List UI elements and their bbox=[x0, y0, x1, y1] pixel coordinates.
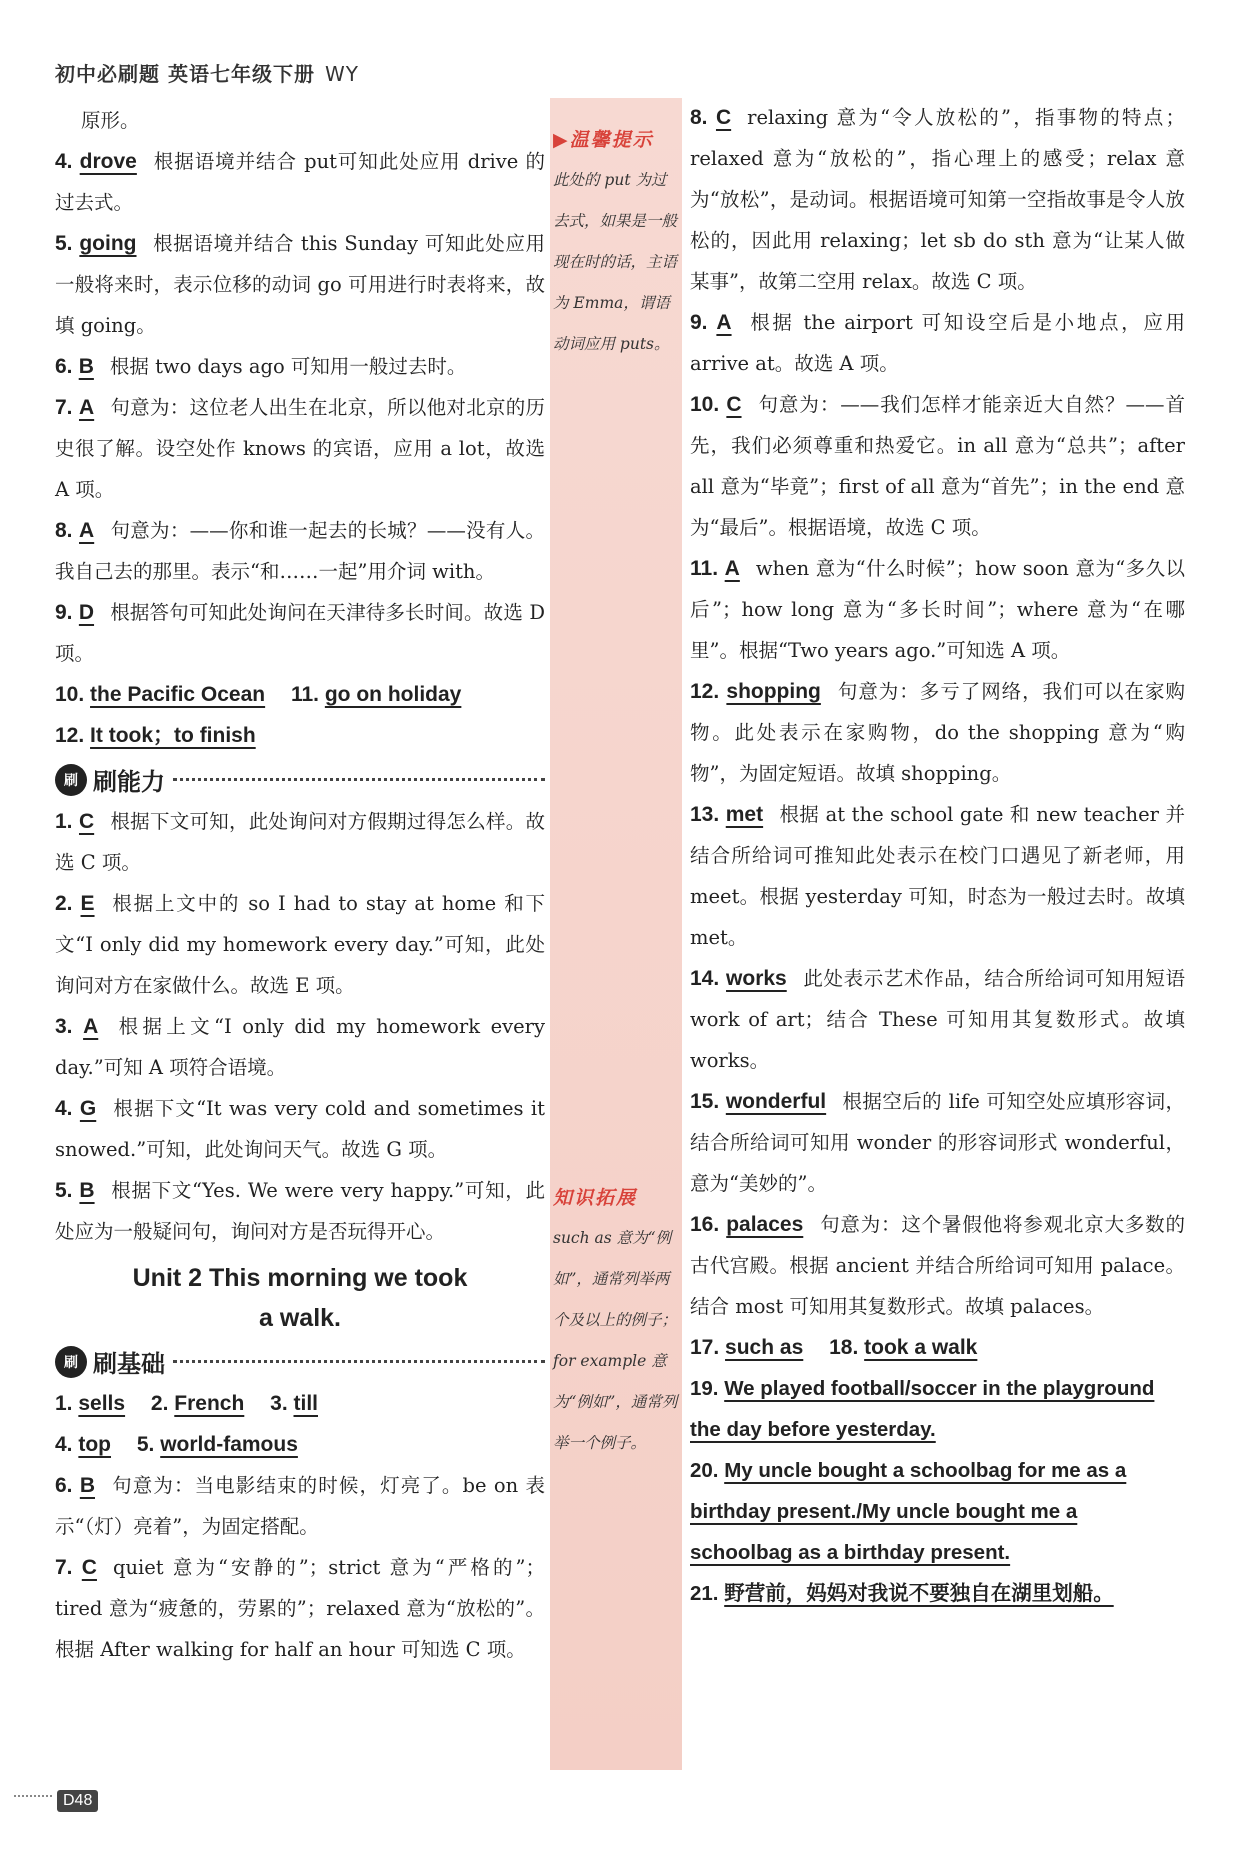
answer: We played football/soccer in the playground the day before yesterday. bbox=[690, 1377, 1155, 1441]
answer: met bbox=[725, 803, 764, 826]
answer: world-famous bbox=[160, 1433, 298, 1456]
dotted-rule bbox=[173, 778, 545, 781]
item-number: 6. bbox=[55, 355, 73, 378]
answer-line-12 bbox=[55, 715, 545, 756]
item-number: 6. bbox=[55, 1474, 73, 1497]
answer-item bbox=[55, 141, 545, 223]
answer: 野营前，妈妈对我说不要独自在湖里划船。 bbox=[724, 1582, 1114, 1605]
answer: C bbox=[78, 810, 95, 833]
explanation: 句意为：这位老人出生在北京，所以他对北京的历史很了解。设空处作 knows 的宾语，应用 a lot，故选 A 项。 bbox=[55, 396, 545, 501]
answer: D bbox=[78, 601, 95, 624]
answer: French bbox=[174, 1392, 245, 1415]
answer-item bbox=[690, 548, 1185, 671]
answer-line-4 bbox=[55, 1424, 545, 1465]
answer: E bbox=[80, 892, 95, 915]
left-column bbox=[55, 100, 545, 1670]
explanation: 根据语境并结合 this Sunday 可知此处应用一般将来时，表示位移的动词 go 可用进行时表将来，故填 going。 bbox=[55, 232, 545, 337]
section-heading-ability bbox=[55, 762, 545, 797]
answer: C bbox=[81, 1556, 97, 1579]
answer-item bbox=[55, 592, 545, 674]
explanation: 根据 the airport 可知设空后是小地点，应用 arrive at。故选 A 项。 bbox=[690, 311, 1185, 375]
answer-line-1 bbox=[55, 1383, 545, 1424]
answer: C bbox=[715, 106, 732, 129]
item-number: 3. bbox=[270, 1392, 288, 1415]
answer: till bbox=[293, 1392, 318, 1415]
answer: B bbox=[79, 1474, 95, 1497]
item-number: 21. bbox=[690, 1582, 719, 1605]
answer-item bbox=[55, 1547, 545, 1670]
answer: works bbox=[726, 967, 787, 990]
answer: such as bbox=[725, 1336, 804, 1359]
item-number: 7. bbox=[55, 1556, 73, 1579]
answer: palaces bbox=[726, 1213, 804, 1236]
explanation: relaxing 意为“令人放松的”，指事物的特点；relaxed 意为“放松的”，指心理上的感受；relax 意为“放松”，是动词。根据语境可知第一空指故事是令人放松的，因此用 relaxing；let sb do sth 意为“让某人做某事”，故第二空用 relax。故选 C 项。 bbox=[690, 106, 1185, 293]
answer-item bbox=[690, 794, 1185, 958]
answer: go on holiday bbox=[324, 683, 462, 706]
dotted-rule bbox=[173, 1360, 545, 1363]
answer-item bbox=[55, 1170, 545, 1252]
explanation: 根据 at the school gate 和 new teacher 并结合所给词可推知此处表示在校门口遇见了新老师，用 meet。根据 yesterday 可知，时态为一般过去时。故填 met。 bbox=[690, 803, 1185, 949]
answer-item bbox=[55, 387, 545, 510]
header-tag: WY bbox=[324, 62, 359, 86]
answer: sells bbox=[78, 1392, 126, 1415]
explanation: 根据上文中的 so I had to stay at home 和下文“I only did my homework every day.”可知，此处询问对方在家做什么。故选 E 项。 bbox=[55, 892, 546, 997]
section-title: 刷基础 bbox=[93, 1351, 165, 1378]
item-number: 9. bbox=[55, 601, 73, 624]
explanation: 句意为：这个暑假他将参观北京大多数的古代宫殿。根据 ancient 并结合所给词可知用 palace。结合 most 可知用其复数形式。故填 palaces。 bbox=[690, 1213, 1185, 1318]
answer: shopping bbox=[726, 680, 821, 703]
answer-item bbox=[55, 1006, 545, 1088]
item-number: 16. bbox=[690, 1213, 720, 1236]
answer: drove bbox=[79, 150, 137, 173]
explanation: 根据下文“It was very cold and sometimes it snowed.”可知，此处询问天气。故选 G 项。 bbox=[55, 1097, 545, 1161]
item-number: 10. bbox=[690, 393, 720, 416]
answer: C bbox=[726, 393, 742, 416]
answer-item bbox=[55, 801, 545, 883]
answer-item bbox=[690, 302, 1185, 384]
answer-item bbox=[690, 958, 1185, 1081]
item-number: 4. bbox=[55, 1433, 73, 1456]
item-number: 11. bbox=[290, 683, 320, 706]
translation-answer bbox=[690, 1573, 1185, 1614]
translation-answer bbox=[690, 1450, 1185, 1573]
item-number: 19. bbox=[690, 1377, 719, 1400]
right-column bbox=[690, 97, 1185, 1614]
answer: My uncle bought a schoolbag for me as a birthday present./My uncle bought me a schoolbag as a birthday present. bbox=[690, 1459, 1127, 1564]
answer-item bbox=[690, 97, 1185, 302]
answer: G bbox=[79, 1097, 97, 1120]
answer: took a walk bbox=[864, 1336, 978, 1359]
answer-item bbox=[690, 384, 1185, 548]
item-number: 2. bbox=[150, 1392, 169, 1415]
answer: A bbox=[83, 1015, 99, 1038]
item-number: 7. bbox=[55, 396, 73, 419]
unit-title bbox=[55, 1258, 545, 1338]
item-number: 9. bbox=[690, 311, 708, 334]
item-number: 17. bbox=[690, 1336, 720, 1359]
explanation: 根据 two days ago 可知用一般过去时。 bbox=[109, 355, 467, 378]
item-number: 5. bbox=[55, 232, 73, 255]
explanation: 根据上文“I only did my homework every day.”可知 A 项符合语境。 bbox=[55, 1015, 546, 1079]
item-number: 4. bbox=[55, 150, 73, 173]
item-number: 5. bbox=[55, 1179, 73, 1202]
answer-item bbox=[690, 1204, 1185, 1327]
section-badge-icon: 刷 bbox=[55, 764, 87, 796]
answer-item bbox=[55, 1088, 545, 1170]
tip-text: 此处的 put 为过去式，如果是一般现在时的话，主语为 Emma，谓语动词应用 puts。 bbox=[553, 171, 678, 353]
continued-line: 原形。 bbox=[81, 109, 140, 132]
explanation: quiet 意为“安静的”；strict 意为“严格的”；tired 意为“疲惫的，劳累的”；relaxed 意为“放松的”。根据 After walking for half an hour 可知选 C 项。 bbox=[55, 1556, 546, 1661]
extension-title: 知识拓展 bbox=[553, 1187, 638, 1209]
item-number: 8. bbox=[55, 519, 73, 542]
answer: the Pacific Ocean bbox=[90, 683, 266, 706]
section-title: 刷能力 bbox=[93, 769, 165, 796]
answer: A bbox=[78, 396, 95, 419]
answer: wonderful bbox=[725, 1090, 827, 1113]
explanation: 句意为：多亏了网络，我们可以在家购物。此处表示在家购物，do the shopping 意为“购物”，为固定短语。故填 shopping。 bbox=[690, 680, 1185, 785]
explanation: 根据下文“Yes. We were very happy.”可知，此处应为一般疑问句，询问对方是否玩得开心。 bbox=[55, 1179, 545, 1243]
answer-item bbox=[55, 346, 545, 387]
translation-answer bbox=[690, 1368, 1185, 1450]
page-header bbox=[55, 58, 359, 87]
item-number: 3. bbox=[55, 1015, 73, 1038]
answer-line-10 bbox=[55, 674, 545, 715]
answer-item bbox=[55, 883, 545, 1006]
explanation: 根据答句可知此处询问在天津待多长时间。故选 D 项。 bbox=[55, 601, 545, 665]
item-number: 4. bbox=[55, 1097, 73, 1120]
answer: A bbox=[79, 519, 95, 542]
tip-title: ▶温馨提示 bbox=[553, 129, 654, 151]
header-title: 初中必刷题 英语七年级下册 bbox=[55, 62, 315, 86]
explanation: 此处表示艺术作品，结合所给词可知用短语 work of art；结合 These 可知用其复数形式。故填 works。 bbox=[690, 967, 1185, 1072]
item-number: 15. bbox=[690, 1090, 720, 1113]
item-number: 13. bbox=[690, 803, 720, 826]
footer-dots bbox=[14, 1795, 52, 1797]
item-number: 1. bbox=[55, 810, 73, 833]
answer: top bbox=[78, 1433, 112, 1456]
unit-title-line-2: a walk. bbox=[259, 1304, 341, 1332]
explanation: 句意为：——你和谁一起去的长城？——没有人。我自己去的那里。表示“和……一起”用介词 with。 bbox=[55, 519, 545, 583]
item-number: 10. bbox=[55, 683, 85, 706]
explanation: when 意为“什么时候”；how soon 意为“多久以后”；how long 意为“多长时间”；where 意为“在哪里”。根据“Two years ago.”可知选 A 项。 bbox=[690, 557, 1186, 662]
answer-item bbox=[690, 1081, 1185, 1204]
explanation: 句意为：当电影结束的时候，灯亮了。be on 表示“（灯）亮着”，为固定搭配。 bbox=[55, 1474, 545, 1538]
answer-item bbox=[55, 1465, 545, 1547]
answer: It took；to finish bbox=[90, 724, 256, 747]
item-number: 20. bbox=[690, 1459, 719, 1482]
answer-item bbox=[55, 510, 545, 592]
extension-text: such as 意为“例如”，通常列举两个及以上的例子；for example 意为“例如”，通常列举一个例子。 bbox=[553, 1229, 678, 1452]
answer: A bbox=[724, 557, 740, 580]
explanation: 根据语境并结合 put可知此处应用 drive 的过去式。 bbox=[55, 150, 545, 214]
page-number: D48 bbox=[57, 1790, 98, 1812]
item-number: 14. bbox=[690, 967, 720, 990]
item-number: 5. bbox=[136, 1433, 155, 1456]
section-badge-icon: 刷 bbox=[55, 1346, 87, 1378]
item-number: 11. bbox=[690, 557, 719, 580]
answer: B bbox=[79, 1179, 95, 1202]
unit-title-line-1: Unit 2 This morning we took bbox=[132, 1264, 468, 1292]
explanation: 根据空后的 life 可知空处应填形容词，结合所给词可知用 wonder 的形容词形式 wonderful，意为“美妙的”。 bbox=[690, 1090, 1185, 1195]
extension-box bbox=[553, 1183, 679, 1464]
explanation: 句意为：——我们怎样才能亲近大自然？——首先，我们必须尊重和热爱它。in all 意为“总共”；after all 意为“毕竟”；first of all 意为“首先”；in the end 意为“最后”。根据语境，故选 C 项。 bbox=[690, 393, 1185, 539]
tip-box bbox=[553, 125, 679, 365]
answer: B bbox=[78, 355, 94, 378]
item-number: 18. bbox=[829, 1336, 859, 1359]
answer-line-17 bbox=[690, 1327, 1185, 1368]
item-number: 2. bbox=[55, 892, 73, 915]
explanation: 根据下文可知，此处询问对方假期过得怎么样。故选 C 项。 bbox=[55, 810, 545, 874]
item-number: 1. bbox=[55, 1392, 73, 1415]
item-number: 12. bbox=[690, 680, 720, 703]
answer: going bbox=[79, 232, 137, 255]
section-heading-basics bbox=[55, 1344, 545, 1379]
answer-item bbox=[55, 223, 545, 346]
answer: A bbox=[716, 311, 732, 334]
item-number: 12. bbox=[55, 724, 85, 747]
item-number: 8. bbox=[690, 106, 708, 129]
answer-item bbox=[690, 671, 1185, 794]
